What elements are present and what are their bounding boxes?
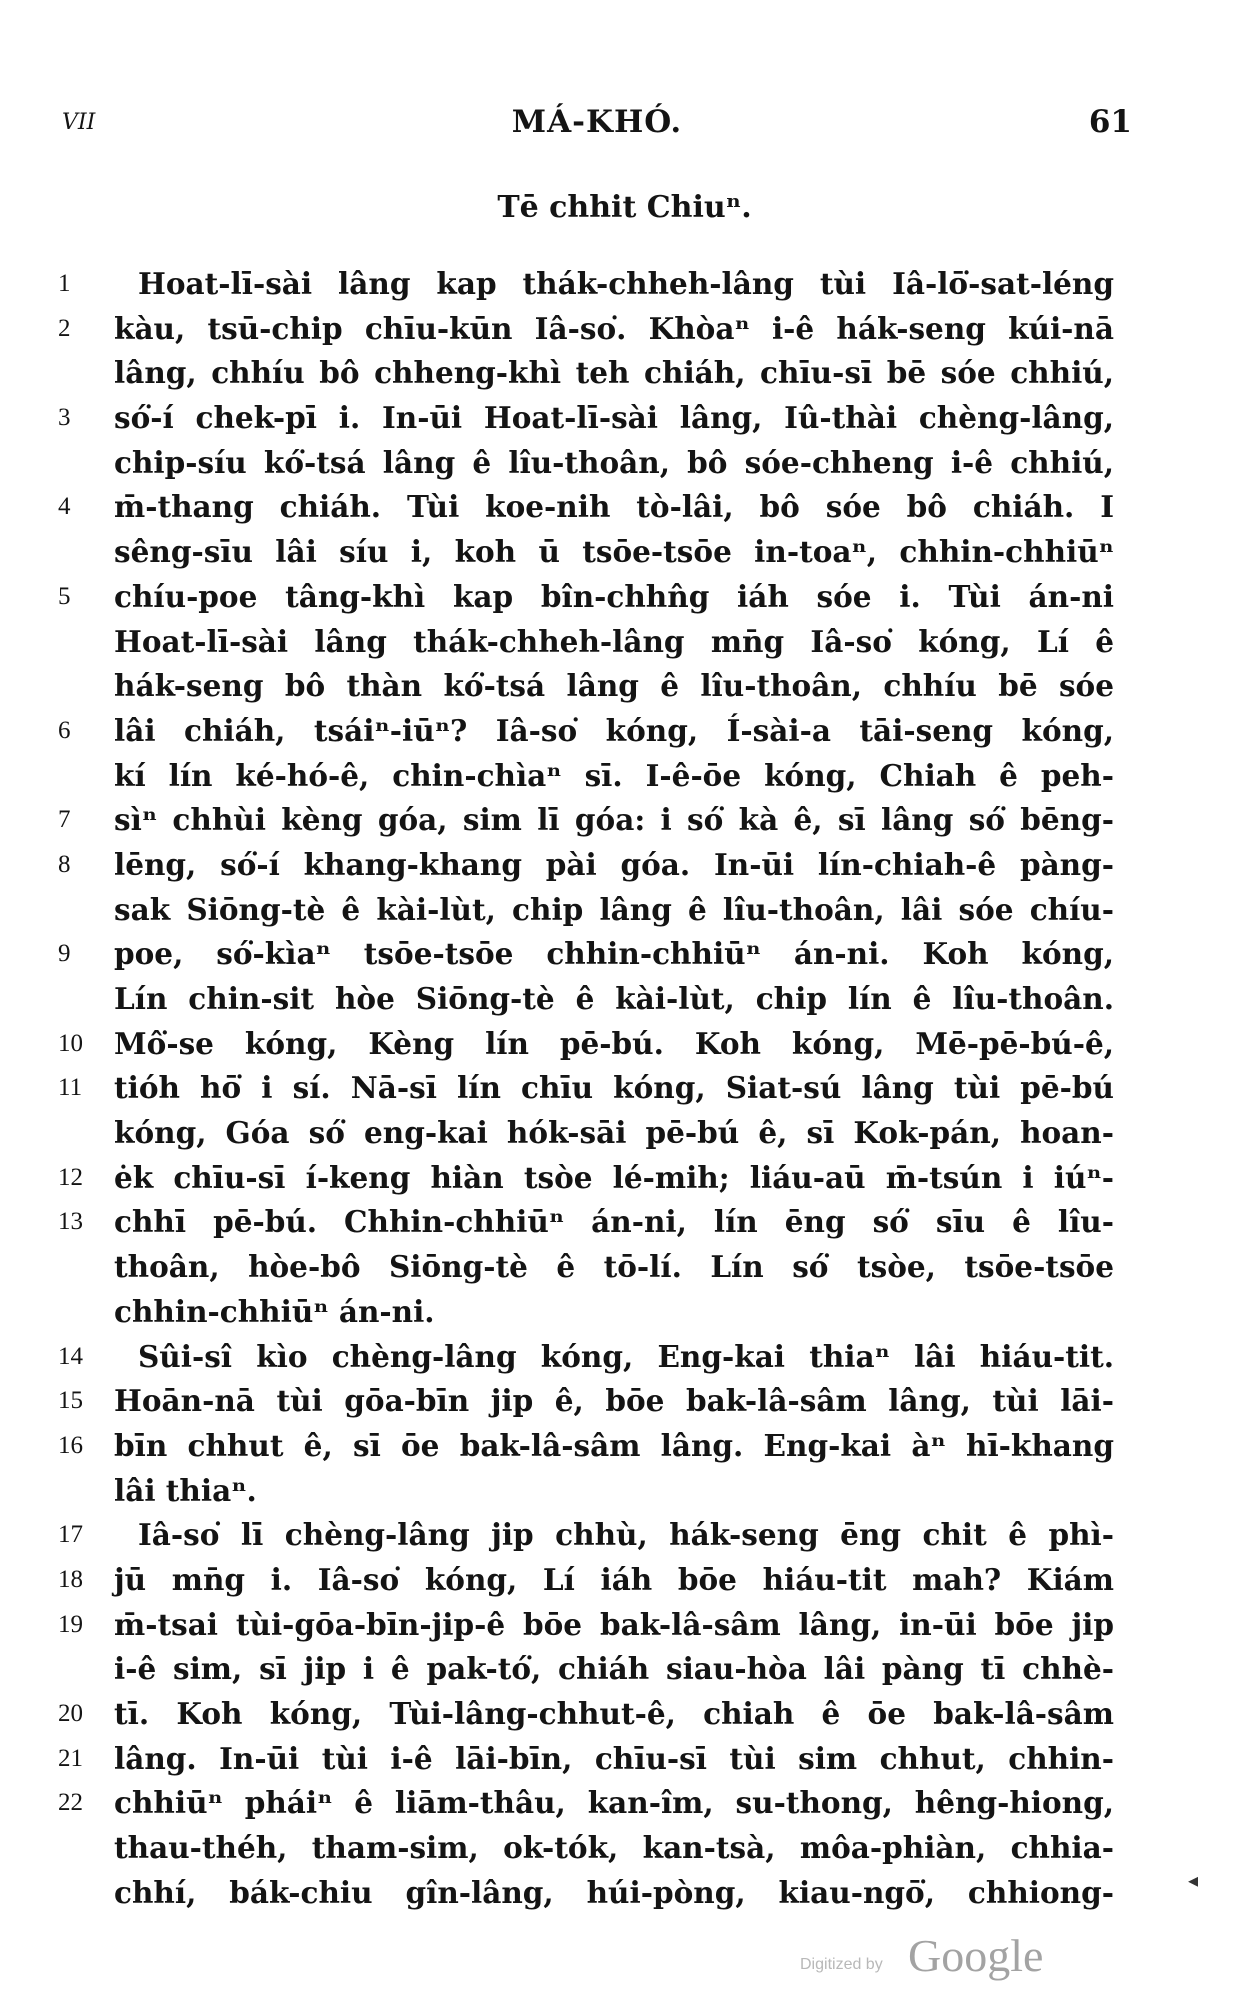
- text-line: [58, 977, 1138, 1022]
- text-line: [58, 1379, 1138, 1424]
- verse-number: 17: [58, 1521, 83, 1549]
- text-line: [58, 1558, 1138, 1603]
- line-text: Lín chin-sit hòe Siōng-tè ê kài-lùt, chip lín ê lîu-thoân.: [114, 981, 1114, 1016]
- verse-number: 22: [58, 1789, 83, 1817]
- line-text: chhī pē-bú. Chhin-chhiūⁿ án-ni, lín ēng só͘ sīu ê lîu-: [114, 1204, 1114, 1240]
- body-text: [58, 262, 1138, 1915]
- line-text: lâi chiáh, tsáiⁿ-iūⁿ? Iâ-so͘ kóng, Í-sài-a tāi-seng kóng,: [114, 712, 1114, 748]
- text-line: [58, 441, 1138, 486]
- line-text: Sûi-sî kìo chèng-lâng kóng, Eng-kai thiaⁿ lâi hiáu-tit.: [138, 1338, 1114, 1374]
- line-text: i-ê sim, sī jip i ê pak-tó͘, chiáh siau-hòa lâi pàng tī chhè-: [114, 1651, 1114, 1687]
- verse-number: 6: [58, 716, 71, 744]
- line-text: lâng. In-ūi tùi i-ê lāi-bīn, chīu-sī tùi sim chhut, chhin-: [114, 1740, 1114, 1776]
- line-text: jū mn̄g i. Iâ-so͘ kóng, Lí iáh bōe hiáu-tit mah? Kiám: [114, 1561, 1114, 1597]
- text-line: [58, 843, 1138, 888]
- text-line: [58, 485, 1138, 530]
- text-line: [58, 1156, 1138, 1201]
- text-line: [58, 530, 1138, 575]
- line-text: Hoat-lī-sài lâng thák-chheh-lâng mn̄g Iâ-so͘ kóng, Lí ê: [114, 623, 1114, 659]
- text-line: [58, 1111, 1138, 1156]
- verse-number: 15: [58, 1387, 83, 1415]
- running-title: MÁ-KHÓ.: [511, 104, 683, 140]
- text-line: [58, 888, 1138, 933]
- line-text: hák-seng bô thàn kó͘-tsá lâng ê lîu-thoân, chhíu bē sóe: [114, 668, 1114, 704]
- page-number: 61: [1088, 104, 1132, 140]
- line-text: Mô͘-se kóng, Kèng lín pē-bú. Koh kóng, Mē-pē-bú-ê,: [114, 1025, 1114, 1061]
- text-line: [58, 1200, 1138, 1245]
- text-line: [58, 754, 1138, 799]
- text-line: [58, 664, 1138, 709]
- chapter-number: VII: [62, 110, 96, 135]
- text-line: [58, 1066, 1138, 1111]
- text-line: [58, 1245, 1138, 1290]
- text-line: [58, 575, 1138, 620]
- verse-number: 9: [58, 940, 71, 968]
- text-line: [58, 1826, 1138, 1871]
- verse-number: 5: [58, 582, 71, 610]
- text-line: [58, 262, 1138, 307]
- line-text: chip-síu kó͘-tsá lâng ê lîu-thoân, bô sóe-chheng i-ê chhiú,: [114, 444, 1114, 480]
- text-line: [58, 1603, 1138, 1648]
- text-line: [58, 798, 1138, 843]
- verse-number: 11: [58, 1074, 83, 1102]
- line-text: sìⁿ chhùi kèng góa, sim lī góa: i só͘ kà ê, sī lâng só͘ bēng-: [114, 802, 1114, 838]
- line-text: Iâ-so͘ lī chèng-lâng jip chhù, hák-seng ēng chit ê phì-: [138, 1517, 1114, 1553]
- text-line: [58, 1290, 1138, 1335]
- text-line: [58, 307, 1138, 352]
- line-text: lēng, só͘-í khang-khang pài góa. In-ūi lín-chiah-ê pàng-: [114, 846, 1114, 882]
- line-text: thau-théh, tham-sim, ok-tók, kan-tsà, môa-phiàn, chhia-: [114, 1830, 1114, 1866]
- text-line: [58, 620, 1138, 665]
- verse-number: 7: [58, 806, 71, 834]
- line-text: sêng-sīu lâi síu i, koh ū tsōe-tsōe in-toaⁿ, chhin-chhiūⁿ: [114, 534, 1114, 570]
- verse-number: 1: [58, 270, 71, 297]
- section-title: Tē chhit Chiuⁿ.: [497, 190, 752, 225]
- text-line: [58, 1871, 1138, 1916]
- text-line: [58, 1022, 1138, 1067]
- line-text: só͘-í chek-pī i. In-ūi Hoat-lī-sài lâng, Iû-thài chèng-lâng,: [114, 400, 1114, 436]
- line-text: chhin-chhiūⁿ án-ni.: [114, 1293, 435, 1329]
- text-line: [58, 1513, 1138, 1558]
- line-text: m̄-tsai tùi-gōa-bīn-jip-ê bōe bak-lâ-sâm lâng, in-ūi bōe jip: [114, 1606, 1114, 1642]
- line-text: lâng, chhíu bô chheng-khì teh chiáh, chīu-sī bē sóe chhiú,: [114, 355, 1114, 391]
- line-text: tī. Koh kóng, Tùi-lâng-chhut-ê, chiah ê ōe bak-lâ-sâm: [114, 1696, 1114, 1731]
- running-header: [62, 104, 1132, 144]
- verse-number: 2: [58, 314, 71, 342]
- line-text: Hoān-nā tùi gōa-bīn jip ê, bōe bak-lâ-sâm lâng, tùi lāi-: [114, 1383, 1114, 1419]
- line-text: kí lín ké-hó-ê, chin-chìaⁿ sī. I-ê-ōe kóng, Chiah ê peh-: [114, 757, 1114, 793]
- verse-number: 3: [58, 404, 71, 432]
- line-text: chhiūⁿ pháiⁿ ê liām-thâu, kan-îm, su-thong, hêng-hiong,: [114, 1785, 1114, 1821]
- watermark-small-text: Digitized by: [800, 1956, 883, 1973]
- line-text: kóng, Góa só͘ eng-kai hók-sāi pē-bú ê, sī Kok-pán, hoan-: [114, 1115, 1114, 1151]
- text-line: [58, 1647, 1138, 1692]
- line-text: chíu-poe tâng-khì kap bîn-chhn̂g iáh sóe i. Tùi án-ni: [114, 578, 1114, 614]
- verse-number: 14: [58, 1342, 83, 1370]
- verse-number: 18: [58, 1565, 83, 1593]
- verse-number: 19: [58, 1610, 83, 1638]
- line-text: ėk chīu-sī í-keng hiàn tsòe lé-mih; liáu-aū m̄-tsún i iúⁿ-: [114, 1159, 1114, 1195]
- line-text: bīn chhut ê, sī ōe bak-lâ-sâm lâng. Eng-kai àⁿ hī-khang: [114, 1427, 1114, 1463]
- verse-number: 12: [58, 1163, 83, 1191]
- text-line: [58, 1469, 1138, 1514]
- line-text: m̄-thang chiáh. Tùi koe-nih tò-lâi, bô sóe bô chiáh. I: [114, 489, 1114, 525]
- text-line: [58, 351, 1138, 396]
- verse-number: 4: [58, 493, 71, 521]
- text-line: [58, 396, 1138, 441]
- verse-number: 13: [58, 1208, 83, 1236]
- margin-mark: ◂: [1188, 1868, 1199, 1892]
- line-text: Hoat-lī-sài lâng kap thák-chheh-lâng tùi Iâ-lō͘-sat-léng: [138, 266, 1114, 301]
- verse-number: 10: [58, 1029, 83, 1057]
- line-text: sak Siōng-tè ê kài-lùt, chip lâng ê lîu-thoân, lâi sóe chíu-: [114, 891, 1114, 927]
- text-line: [58, 1424, 1138, 1469]
- verse-number: 8: [58, 850, 71, 878]
- line-text: kàu, tsū-chip chīu-kūn Iâ-so͘. Khòaⁿ i-ê hák-seng kúi-nā: [114, 310, 1114, 346]
- line-text: chhí, bák-chiu gîn-lâng, húi-pòng, kiau-ngō͘, chhiong-: [114, 1874, 1114, 1910]
- verse-number: 16: [58, 1431, 83, 1459]
- text-line: [58, 1335, 1138, 1380]
- google-logo: Google: [908, 1930, 1044, 1981]
- digitized-watermark: [800, 1922, 1060, 1982]
- line-text: poe, só͘-kìaⁿ tsōe-tsōe chhin-chhiūⁿ án-ni. Koh kóng,: [114, 936, 1114, 972]
- line-text: tióh hō͘ i sí. Nā-sī lín chīu kóng, Siat-sú lâng tùi pē-bú: [114, 1070, 1114, 1106]
- text-line: [58, 1737, 1138, 1782]
- text-line: [58, 1781, 1138, 1826]
- text-line: [58, 932, 1138, 977]
- text-line: [58, 1692, 1138, 1737]
- line-text: thoân, hòe-bô Siōng-tè ê tō-lí. Lín só͘ tsòe, tsōe-tsōe: [114, 1249, 1114, 1285]
- text-line: [58, 709, 1138, 754]
- verse-number: 20: [58, 1700, 83, 1727]
- line-text: lâi thiaⁿ.: [114, 1472, 257, 1508]
- verse-number: 21: [58, 1744, 83, 1772]
